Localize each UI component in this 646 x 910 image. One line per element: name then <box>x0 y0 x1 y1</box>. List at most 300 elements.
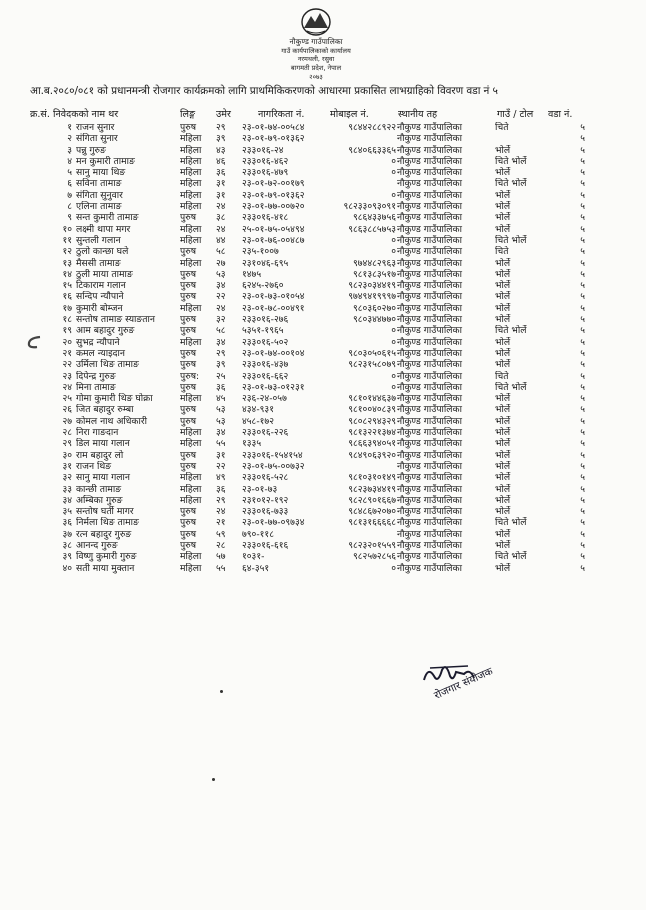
row-sex: महिला <box>180 393 202 405</box>
row-sn: १३ <box>62 257 72 269</box>
table-row <box>0 472 646 483</box>
row-sex: महिला <box>180 302 202 314</box>
row-ward: ५ <box>580 528 585 540</box>
row-sn: २८ <box>62 427 72 439</box>
table-row <box>0 224 646 235</box>
row-age: ३१ <box>216 178 226 190</box>
row-sex: महिला <box>180 201 202 213</box>
table-row <box>0 540 646 551</box>
row-village: भोर्ले <box>495 528 511 540</box>
row-citizenship: २३-०१-७४-००५८४ <box>242 122 305 133</box>
row-local-level: नौकुण्ड गाउँपालिका <box>397 381 462 393</box>
row-ward: ५ <box>580 122 585 133</box>
row-ward: ५ <box>580 347 585 359</box>
row-sex: पुरुष <box>180 291 197 303</box>
seal-line2: गाउँ कार्यपालिकाको कार्यालय <box>281 47 351 55</box>
row-name: रत्न बहादुर गुरुङ <box>76 528 132 540</box>
row-village: चिते भोर्ले <box>495 325 527 337</box>
row-sn: २१ <box>62 347 72 359</box>
row-name: गोमा कुमारी थिङ घोक्रा <box>76 393 153 405</box>
table-row <box>0 190 646 201</box>
row-ward: ५ <box>580 517 585 529</box>
table-row <box>0 122 646 133</box>
row-local-level: नौकुण्ड गाउँपालिका <box>397 539 462 551</box>
table-row <box>0 427 646 438</box>
row-age: ५५ <box>216 562 226 574</box>
seal-line4: बागमती प्रदेश, नेपाल <box>290 64 342 72</box>
row-mobile: ९७४९४१९९९७ <box>348 291 396 303</box>
row-ward: ५ <box>580 539 585 551</box>
row-sn: ३१ <box>62 460 72 472</box>
row-local-level: नौकुण्ड गाउँपालिका <box>397 178 462 190</box>
header-village: गाउँ / टोल <box>497 109 534 120</box>
row-name: संगिता सुनुवार <box>76 189 123 201</box>
row-ward: ५ <box>580 234 585 246</box>
row-sn: २४ <box>62 381 72 393</box>
header-citizenship: नागरिकता नं. <box>258 109 305 120</box>
row-name: सन्दिप न्यौपाने <box>76 291 124 303</box>
row-local-level: नौकुण्ड गाउँपालिका <box>397 212 462 224</box>
row-village: भोर्ले <box>495 291 511 303</box>
row-village: भोर्ले <box>495 404 511 416</box>
table-row <box>0 506 646 517</box>
row-ward: ५ <box>580 494 585 506</box>
row-mobile: ० <box>391 189 396 201</box>
table-row <box>0 337 646 348</box>
row-village: भोर्ले <box>495 472 511 484</box>
row-age: २८ <box>216 539 226 551</box>
row-mobile: ९८२३३०९३०९१ <box>343 201 396 213</box>
table-row <box>0 461 646 472</box>
row-age: ३४ <box>216 427 226 439</box>
row-citizenship: २३६-२४-०५७ <box>242 393 287 405</box>
row-village: भोर्ले <box>495 359 511 371</box>
row-citizenship: २३३०१६-५२८ <box>242 472 289 484</box>
row-citizenship: २३३०१६-६६२ <box>242 370 289 382</box>
table-row <box>0 563 646 574</box>
row-age: २४ <box>216 201 226 213</box>
row-village: चिते <box>495 122 509 133</box>
row-citizenship: ४३४-९३१ <box>242 404 274 416</box>
row-sn: १० <box>62 223 72 235</box>
row-village: भोर्ले <box>495 280 511 292</box>
row-sex: महिला <box>180 562 202 574</box>
row-name: सुभद्र न्यौपाने <box>76 336 120 348</box>
row-sex: पुरुष <box>180 517 197 529</box>
row-village: भोर्ले <box>495 268 511 280</box>
row-name: एलिना तामाङ <box>76 201 122 213</box>
row-local-level: नौकुण्ड गाउँपालिका <box>397 257 462 269</box>
row-ward: ५ <box>580 268 585 280</box>
row-age: ५९ <box>216 528 226 540</box>
row-age: ४६ <box>216 155 226 167</box>
row-sn: २ <box>67 133 72 145</box>
row-age: ३९ <box>216 133 226 145</box>
table-row <box>0 450 646 461</box>
header-age: उमेर <box>216 109 231 120</box>
row-sn: २९ <box>62 438 72 450</box>
row-sn: ७ <box>67 189 72 201</box>
row-age: ५३ <box>216 404 226 416</box>
row-citizenship: २३-०१-७३-०१२३१ <box>242 381 305 393</box>
row-mobile: ० <box>391 381 396 393</box>
header-local-level: स्थानीय तह <box>398 109 438 120</box>
row-mobile: ० <box>391 325 396 337</box>
row-local-level: नौकुण्ड गाउँपालिका <box>397 189 462 201</box>
row-citizenship: २३३०१६-४७९ <box>242 167 289 179</box>
row-name: आम बहादुर गुरुङ <box>76 325 135 337</box>
row-village: भोर्ले <box>495 167 511 179</box>
row-village: भोर्ले <box>495 144 511 156</box>
row-village: चिते <box>495 370 509 382</box>
table-row <box>0 517 646 528</box>
row-ward: ५ <box>580 393 585 405</box>
table-header <box>0 108 646 122</box>
row-village: भोर्ले <box>495 415 511 427</box>
row-local-level: नौकुण्ड गाउँपालिका <box>397 404 462 416</box>
row-sex: महिला <box>180 551 202 563</box>
row-local-level: नौकुण्ड गाउँपालिका <box>397 201 462 213</box>
row-village: भोर्ले <box>495 201 511 213</box>
row-village: भोर्ले <box>495 427 511 439</box>
row-sn: १९ <box>62 325 72 337</box>
row-citizenship: ६२४५-२७६० <box>242 280 284 292</box>
row-age: २४ <box>216 506 226 518</box>
row-village: चिते भोर्ले <box>495 517 527 529</box>
row-ward: ५ <box>580 314 585 326</box>
table-row <box>0 416 646 427</box>
row-sex: महिला <box>180 257 202 269</box>
row-mobile: ० <box>391 155 396 167</box>
row-mobile: ९८१३८३५१७ <box>353 268 396 280</box>
table-row <box>0 359 646 370</box>
table-row <box>0 484 646 495</box>
row-sex: महिला <box>180 155 202 167</box>
row-name: टिकाराम गलान <box>76 280 126 292</box>
row-mobile: ९८०८२९४३२९ <box>348 415 396 427</box>
row-mobile: ९८१००४०८३९ <box>348 404 396 416</box>
row-citizenship: २३३०१६-२४ <box>242 144 284 156</box>
row-ward: ५ <box>580 291 585 303</box>
row-sex: महिला <box>180 438 202 450</box>
row-local-level: नौकुण्ड गाउँपालिका <box>397 483 462 495</box>
row-ward: ५ <box>580 201 585 213</box>
row-village: भोर्ले <box>495 483 511 495</box>
row-citizenship: १०३१- <box>242 551 265 563</box>
table-row <box>0 438 646 449</box>
row-village: भोर्ले <box>495 562 511 574</box>
row-ward: ५ <box>580 133 585 145</box>
row-sex: महिला <box>180 223 202 235</box>
row-mobile: ० <box>391 370 396 382</box>
row-sn: ३३ <box>62 483 72 495</box>
row-ward: ५ <box>580 144 585 156</box>
table-row <box>0 156 646 167</box>
row-ward: ५ <box>580 336 585 348</box>
row-village: भोर्ले <box>495 212 511 224</box>
row-citizenship: १३३५ <box>242 438 262 450</box>
row-sn: २० <box>62 336 72 348</box>
document-title: आ.ब.२०८०/०८१ को प्रधानमन्त्री रोजगार कार्यक्रमको लागि प्राथमिकिकरणको आधारमा प्रकासित लाभग्राहिको विवरण वडा नं ५ <box>30 85 498 97</box>
seal-emblem-icon <box>268 4 364 82</box>
row-name: निरा गाङदान <box>76 427 119 439</box>
row-age: ३६ <box>216 167 226 179</box>
table-row <box>0 382 646 393</box>
row-age: २१ <box>216 517 226 529</box>
row-age: २९ <box>216 347 226 359</box>
row-name: संगिता सुनार <box>76 133 118 145</box>
row-age: ४४ <box>216 234 226 246</box>
row-citizenship: ६४-३५१ <box>242 562 270 574</box>
row-name: सानु माया गलान <box>76 472 130 484</box>
row-name: सुन्तली गलान <box>76 234 121 246</box>
table-row <box>0 348 646 359</box>
beneficiary-table <box>0 108 646 574</box>
row-local-level: नौकुण्ड गाउँपालिका <box>397 167 462 179</box>
row-mobile: ९८२५७२८५६ <box>353 551 396 563</box>
row-sex: पुरुष <box>180 415 197 427</box>
row-mobile: ९८२३०३४४१९ <box>348 280 396 292</box>
row-ward: ५ <box>580 212 585 224</box>
row-local-level: नौकुण्ड गाउँपालिका <box>397 370 462 382</box>
row-age: २९ <box>216 494 226 506</box>
row-name: कोमल नाथ अधिकारी <box>76 415 147 427</box>
row-local-level: नौकुण्ड गाउँपालिका <box>397 415 462 427</box>
row-citizenship: २३३०१६-५०२ <box>242 336 289 348</box>
row-citizenship: २३-०१-७७-०९७३४ <box>242 517 305 529</box>
row-local-level: नौकुण्ड गाउँपालिका <box>397 551 462 563</box>
table-row <box>0 246 646 257</box>
row-local-level: नौकुण्ड गाउँपालिका <box>397 325 462 337</box>
row-age: ५३ <box>216 268 226 280</box>
row-age: २४ <box>216 223 226 235</box>
row-sex: महिला <box>180 178 202 190</box>
row-sn: १७ <box>62 302 72 314</box>
row-name: ठुलो कान्छा घले <box>76 246 129 258</box>
row-mobile: ९८६३८८५७५३ <box>348 223 396 235</box>
row-sex: पुरुष <box>180 280 197 292</box>
row-sex: पुरुष: <box>180 370 200 382</box>
table-row <box>0 212 646 223</box>
row-mobile: ९८१३२२१३७४ <box>348 427 396 439</box>
row-sn: २५ <box>62 393 72 405</box>
municipality-seal <box>268 4 364 82</box>
row-ward: ५ <box>580 438 585 450</box>
row-sex: पुरुष <box>180 347 197 359</box>
row-village: भोर्ले <box>495 189 511 201</box>
table-row <box>0 178 646 189</box>
row-village: चिते भोर्ले <box>495 155 527 167</box>
row-sn: २६ <box>62 404 72 416</box>
row-mobile: ० <box>391 562 396 574</box>
row-age: ४५ <box>216 393 226 405</box>
row-citizenship: २३३०१६-२७६ <box>242 314 289 326</box>
row-sex: महिला <box>180 144 202 156</box>
row-citizenship: २३३०१६-४६२ <box>242 155 289 167</box>
row-sex: पुरुष <box>180 268 197 280</box>
speck <box>212 778 215 781</box>
row-citizenship: २३-०१-७५-००७३२ <box>242 460 305 472</box>
seal-year: २०७३ <box>309 73 323 81</box>
row-ward: ५ <box>580 483 585 495</box>
row-mobile: ९७४४८२९६३ <box>353 257 396 269</box>
row-citizenship: २३५-१००७ <box>242 246 279 258</box>
row-mobile: ९८४०६६३३६५ <box>348 144 396 156</box>
speck <box>220 690 223 693</box>
row-citizenship: २३३०१६-४१८ <box>242 212 289 224</box>
row-citizenship: ७९०-११८ <box>242 528 274 540</box>
row-sex: महिला <box>180 167 202 179</box>
row-local-level: नौकुण्ड गाउँपालिका <box>397 449 462 461</box>
row-ward: ५ <box>580 167 585 179</box>
row-ward: ५ <box>580 404 585 416</box>
table-row <box>0 371 646 382</box>
row-age: ५८ <box>216 246 226 258</box>
table-row <box>0 280 646 291</box>
row-sn: ११ <box>62 234 72 246</box>
table-row <box>0 201 646 212</box>
row-age: ३६ <box>216 483 226 495</box>
row-citizenship: २३३०१६-१५४१५४ <box>242 449 303 461</box>
row-citizenship: २५-०१-७५-०५४९४ <box>242 223 305 235</box>
row-citizenship: २३-०१-७७-००७२० <box>242 201 305 213</box>
row-citizenship: २३-०१-७४-००१०४ <box>242 347 305 359</box>
row-ward: ५ <box>580 460 585 472</box>
row-sn: ४० <box>62 562 72 574</box>
table-row <box>0 314 646 325</box>
row-sn: १२ <box>62 246 72 258</box>
row-village: चिते <box>495 246 509 258</box>
row-village: भोर्ले <box>495 449 511 461</box>
row-age: ५५ <box>216 438 226 450</box>
header-sex: लिङ्ग <box>180 109 196 120</box>
row-local-level: नौकुण्ड गाउँपालिका <box>397 133 462 145</box>
row-sex: महिला <box>180 472 202 484</box>
row-village: भोर्ले <box>495 223 511 235</box>
row-citizenship: २३-०१-७३ <box>242 483 278 495</box>
table-row <box>0 303 646 314</box>
row-local-level: नौकुण्ड गाउँपालिका <box>397 268 462 280</box>
row-local-level: नौकुण्ड गाउँपालिका <box>397 280 462 292</box>
row-name: जित बहादुर रुम्बा <box>76 404 134 416</box>
row-name: मैससी तामाङ <box>76 257 121 269</box>
row-name: कमल न्याइदान <box>76 347 125 359</box>
row-age: ५८ <box>216 325 226 337</box>
row-mobile: ० <box>391 336 396 348</box>
row-village: चिते भोर्ले <box>495 178 527 190</box>
table-row <box>0 235 646 246</box>
row-citizenship: २३-०१-७३-०१०५४ <box>242 291 305 303</box>
row-sn: ४ <box>67 155 72 167</box>
row-sn: ६ <box>67 178 72 190</box>
row-sex: पुरुष <box>180 325 197 337</box>
row-local-level: नौकुण्ड गाउँपालिका <box>397 144 462 156</box>
row-name: मन कुमारी तामाङ <box>76 155 135 167</box>
coordinator-stamp: रोजगार संयोजक <box>432 665 495 702</box>
row-citizenship: २३-०१-७९-०१३६२ <box>242 189 305 201</box>
row-sn: ३४ <box>62 494 72 506</box>
row-age: २२ <box>216 460 226 472</box>
table-row <box>0 551 646 562</box>
row-local-level: नौकुण्ड गाउँपालिका <box>397 223 462 235</box>
row-local-level: नौकुण्ड गाउँपालिका <box>397 246 462 258</box>
row-age: २५ <box>216 370 226 382</box>
row-sex: पुरुष <box>180 381 197 393</box>
table-row <box>0 145 646 156</box>
row-ward: ५ <box>580 370 585 382</box>
row-sex: महिला <box>180 494 202 506</box>
header-mobile: मोबाइल नं. <box>330 109 369 120</box>
row-sn: २३ <box>62 370 72 382</box>
row-local-level: नौकुण्ड गाउँपालिका <box>397 336 462 348</box>
row-name: पन्नु गुरुङ <box>76 144 106 156</box>
row-mobile: ० <box>391 246 396 258</box>
row-age: ४९ <box>216 472 226 484</box>
row-age: ३२ <box>216 314 226 326</box>
header-sn-name: क्र.सं. निवेदकको नाम थर <box>30 109 119 120</box>
row-ward: ५ <box>580 257 585 269</box>
row-citizenship: २३३०१६-४३७ <box>242 359 289 371</box>
row-name: डिल माया गलान <box>76 438 130 450</box>
table-row <box>0 258 646 269</box>
row-sn: ५ <box>67 167 72 179</box>
row-citizenship: २३३०१६-६१६ <box>242 539 289 551</box>
row-sex: महिला <box>180 189 202 201</box>
row-ward: ५ <box>580 427 585 439</box>
row-age: २२ <box>216 291 226 303</box>
header-ward: वडा नं. <box>548 109 573 120</box>
row-village: भोर्ले <box>495 539 511 551</box>
row-local-level: नौकुण्ड गाउँपालिका <box>397 122 462 133</box>
table-row <box>0 325 646 336</box>
row-name: लक्ष्मी थापा मगर <box>76 223 131 235</box>
row-citizenship: २३३०१६-२२६ <box>242 427 289 439</box>
row-sn: ३८ <box>62 539 72 551</box>
table-row <box>0 529 646 540</box>
row-citizenship: २३-०१-७९-०१३६२ <box>242 133 305 145</box>
table-row <box>0 167 646 178</box>
seal-line3: नरमथली, रसुवा <box>297 55 335 63</box>
row-sex: महिला <box>180 336 202 348</box>
row-mobile: ९८१०१४४६३७ <box>348 393 396 405</box>
row-local-level: नौकुण्ड गाउँपालिका <box>397 472 462 484</box>
row-sex: पुरुष <box>180 506 197 518</box>
row-ward: ५ <box>580 325 585 337</box>
row-mobile: ९८१०३१०१४९ <box>348 472 396 484</box>
row-sn: ३५ <box>62 506 72 518</box>
row-age: ३६ <box>216 381 226 393</box>
row-local-level: नौकुण्ड गाउँपालिका <box>397 562 462 574</box>
row-mobile: ९८०३४४७७० <box>353 314 396 326</box>
row-ward: ५ <box>580 449 585 461</box>
row-sex: पुरुष <box>180 359 197 371</box>
row-local-level: नौकुण्ड गाउँपालिका <box>397 506 462 518</box>
row-sex: पुरुष <box>180 246 197 258</box>
row-village: भोर्ले <box>495 347 511 359</box>
row-sex: पुरुष <box>180 212 197 224</box>
row-sex: पुरुष <box>180 460 197 472</box>
row-sex: महिला <box>180 133 202 145</box>
row-name: ठुली माया तामाङ <box>76 268 133 280</box>
row-village: भोर्ले <box>495 257 511 269</box>
row-name: कान्छी तामाङ <box>76 483 122 495</box>
row-village: भोर्ले <box>495 314 511 326</box>
row-ward: ५ <box>580 381 585 393</box>
table-row <box>0 495 646 506</box>
row-mobile: ० <box>391 234 396 246</box>
row-local-level: नौकुण्ड गाउँपालिका <box>397 460 462 472</box>
table-body <box>0 122 646 574</box>
